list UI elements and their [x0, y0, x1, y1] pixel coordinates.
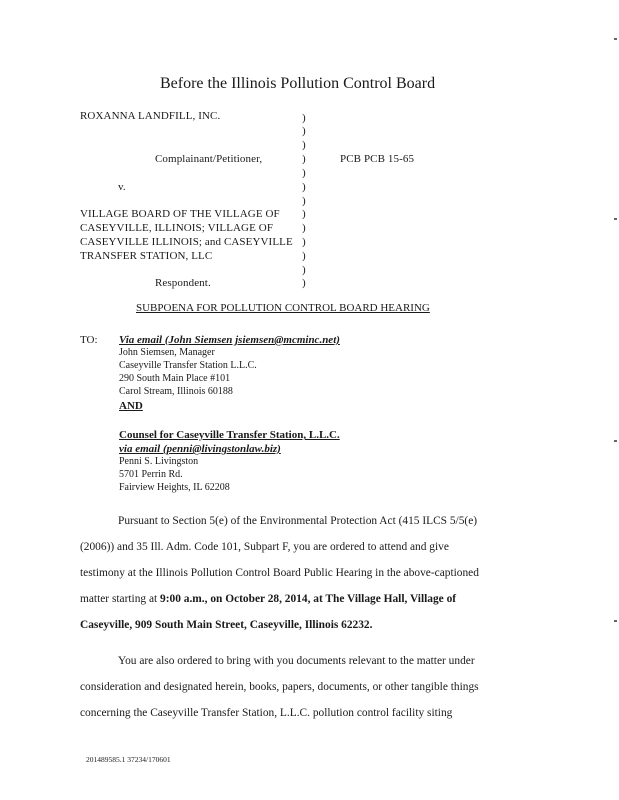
- body-text: matter starting at: [80, 593, 161, 605]
- and-label: AND: [119, 400, 143, 412]
- scan-mark: [614, 38, 617, 40]
- body-paragraph-line: (2006)) and 35 Ill. Adm. Code 101, Subpart F, you are ordered to attend and give: [80, 541, 449, 553]
- body-paragraph-line: consideration and designated herein, books, papers, documents, or other tangible things: [80, 681, 479, 693]
- respondent-name-line-3: CASEYVILLE ILLINOIS; and CASEYVILLE: [80, 236, 293, 248]
- subpoena-heading: SUBPOENA FOR POLLUTION CONTROL BOARD HEARING: [136, 302, 430, 314]
- recipient-address-line: 290 South Main Place #101: [119, 373, 231, 384]
- caption-paren: ): [302, 125, 306, 137]
- body-paragraph-line: concerning the Caseyville Transfer Station, L.L.C. pollution control facility siting: [80, 707, 453, 719]
- caption-paren: ): [302, 195, 306, 207]
- respondent-name-line-1: VILLAGE BOARD OF THE VILLAGE OF: [80, 208, 280, 220]
- recipient-address-line: John Siemsen, Manager: [119, 347, 215, 358]
- caption-paren: ): [302, 153, 306, 165]
- respondent-name-line-4: TRANSFER STATION, LLC: [80, 250, 213, 262]
- caption-paren: ): [302, 277, 306, 289]
- caption-paren: ): [302, 208, 306, 220]
- recipient-address-line: Caseyville Transfer Station L.L.C.: [119, 360, 257, 371]
- body-paragraph-line: [80, 593, 456, 605]
- counsel-address-line: Fairview Heights, IL 62208: [119, 482, 230, 493]
- counsel-address-line: 5701 Perrin Rd.: [119, 469, 183, 480]
- counsel-heading: Counsel for Caseyville Transfer Station, L.L.C.: [119, 429, 340, 441]
- caption-paren: ): [302, 264, 306, 276]
- case-number: PCB PCB 15-65: [340, 153, 415, 165]
- respondent-name-line-2: CASEYVILLE, ILLINOIS; VILLAGE OF: [80, 222, 274, 234]
- caption-paren: ): [302, 250, 306, 262]
- caption-paren: ): [302, 112, 306, 124]
- caption-paren: ): [302, 222, 306, 234]
- counsel-address-line: Penni S. Livingston: [119, 456, 199, 467]
- recipient-address-line: Carol Stream, Illinois 60188: [119, 386, 233, 397]
- hearing-time-place: 9:00 a.m., on October 28, 2014, at The Village Hall, Village of: [160, 593, 457, 605]
- body-paragraph-line: You are also ordered to bring with you documents relevant to the matter under: [118, 655, 475, 667]
- hearing-address: Caseyville, 909 South Main Street, Caseyville, Illinois 62232.: [80, 619, 373, 631]
- caption-paren: ): [302, 139, 306, 151]
- to-label: TO:: [80, 334, 98, 346]
- versus-label: v.: [118, 181, 126, 193]
- counsel-email-link[interactable]: via email (penni@livingstonlaw.biz): [119, 443, 281, 455]
- caption-paren: ): [302, 236, 306, 248]
- body-paragraph-line: Pursuant to Section 5(e) of the Environmental Protection Act (415 ILCS 5/5(e): [118, 515, 478, 527]
- complainant-role: Complainant/Petitioner,: [155, 153, 263, 165]
- document-title: Before the Illinois Pollution Control Board: [160, 75, 436, 92]
- scan-mark: [614, 218, 617, 220]
- respondent-role: Respondent.: [155, 277, 211, 289]
- caption-paren: ): [302, 167, 306, 179]
- caption-paren: ): [302, 181, 306, 193]
- complainant-name: ROXANNA LANDFILL, INC.: [80, 110, 221, 122]
- scan-mark: [614, 620, 617, 622]
- body-paragraph-line: testimony at the Illinois Pollution Control Board Public Hearing in the above-captioned: [80, 567, 479, 579]
- document-footer-id: 201489585.1 37234/170601: [86, 755, 171, 764]
- email-link[interactable]: Via email (John Siemsen jsiemsen@mcminc.net): [119, 334, 340, 346]
- scan-mark: [614, 440, 617, 442]
